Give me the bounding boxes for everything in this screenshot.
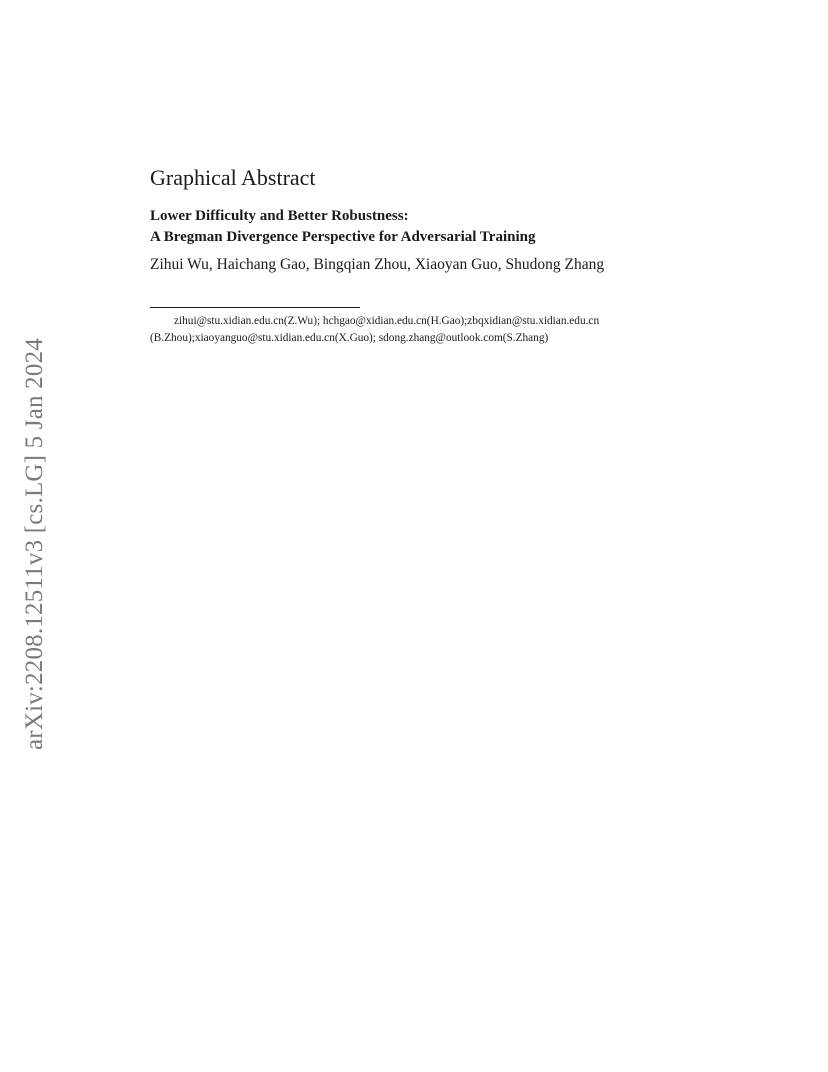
paper-title-line-2: A Bregman Divergence Perspective for Adversarial Training: [150, 229, 536, 245]
paper-title: [150, 206, 536, 248]
footnote-line-2: (B.Zhou);xiaoyanguo@stu.xidian.edu.cn(X.Guo); sdong.zhang@outlook.com(S.Zhang): [150, 332, 549, 344]
author-email-footnote: [150, 313, 685, 347]
footnote-divider: [150, 307, 360, 308]
paper-title-line-1: Lower Difficulty and Better Robustness:: [150, 208, 409, 224]
author-list: Zihui Wu, Haichang Gao, Bingqian Zhou, Xiaoyan Guo, Shudong Zhang: [150, 256, 605, 273]
graphical-abstract-heading: Graphical Abstract: [150, 165, 316, 190]
footnote-line-1: zihui@stu.xidian.edu.cn(Z.Wu); hchgao@xidian.edu.cn(H.Gao);zbqxidian@stu.xidian.edu.cn: [174, 315, 600, 327]
arxiv-identifier-stamp: arXiv:2208.12511v3 [cs.LG] 5 Jan 2024: [21, 338, 48, 750]
